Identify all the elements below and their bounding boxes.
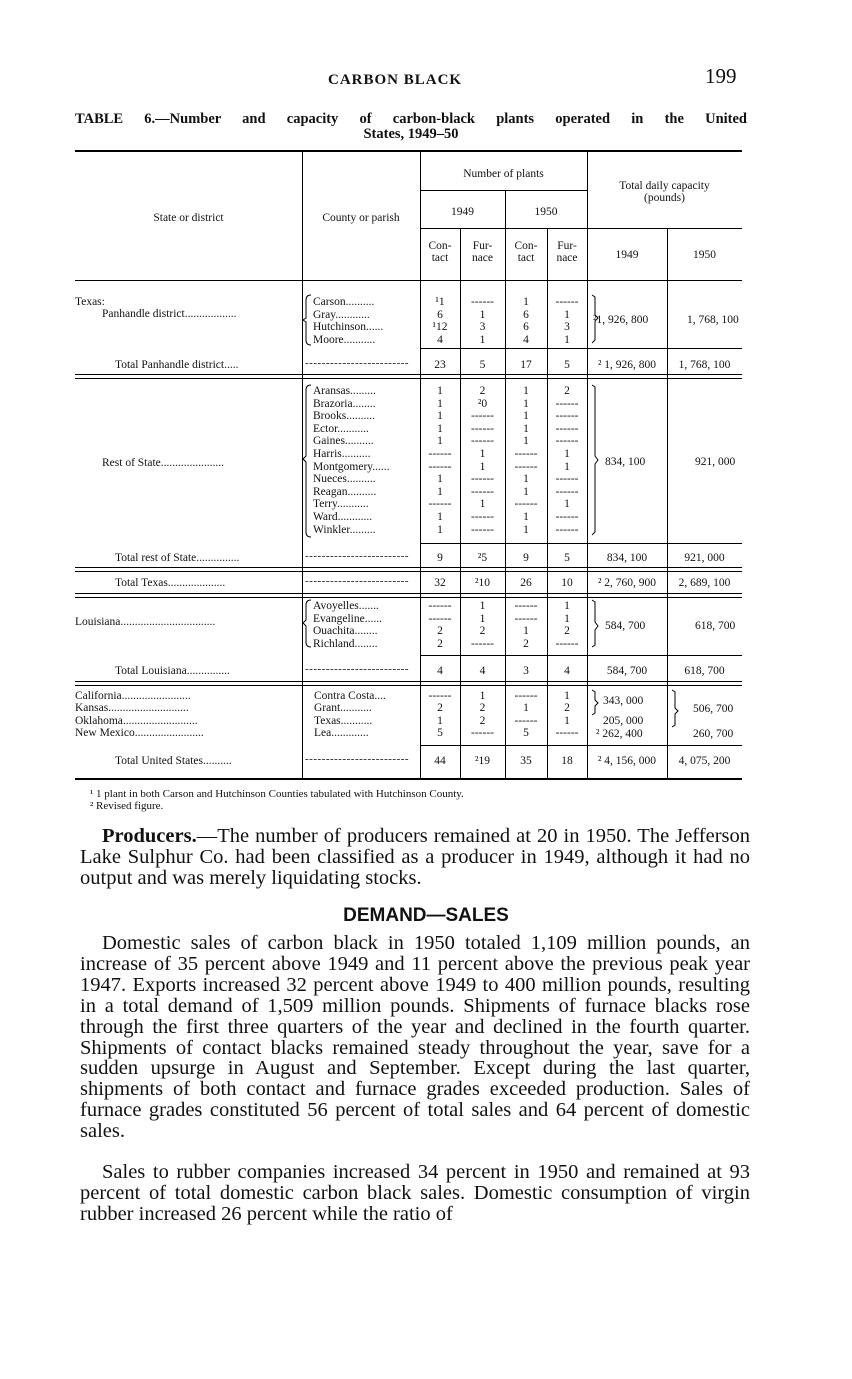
total-cap1949: 834, 100 <box>606 552 648 564</box>
county-name: Ward............ <box>313 511 373 523</box>
brace-ca-ks-cap <box>592 690 598 715</box>
total-f50: 18 <box>561 755 573 767</box>
state-name: Oklahoma.......................... <box>75 714 198 727</box>
total-c50: 3 <box>523 665 529 677</box>
total-f50: 5 <box>564 359 570 371</box>
plant-count-c50: 4 <box>523 333 529 346</box>
plant-count-c50: 1 <box>523 435 529 448</box>
county-name: Avoyelles....... <box>313 600 379 612</box>
brace-panhandle-counties <box>303 295 311 345</box>
plant-count-c50: 1 <box>523 397 529 410</box>
plant-count-f49: ------ <box>471 435 494 448</box>
plant-count-c49: ------ <box>428 690 452 702</box>
county-name: Brooks.......... <box>313 410 375 423</box>
louisiana-cap-1949: 584, 700 <box>605 620 646 632</box>
plant-count-c50: 1 <box>523 296 529 308</box>
county-name: Texas........... <box>314 714 373 727</box>
plant-count-c50: ------ <box>514 690 538 702</box>
county-name: Winkler......... <box>313 523 376 536</box>
plant-count-f50: ------ <box>555 485 579 498</box>
running-head <box>0 64 852 94</box>
plant-count-c50: 6 <box>523 308 529 321</box>
plant-count-c50: ------ <box>514 498 538 511</box>
plant-count-c50: ------ <box>514 612 538 625</box>
county-name: Montgomery...... <box>313 460 390 473</box>
plant-count-f50: 3 <box>564 321 570 333</box>
plant-count-f49: ------ <box>471 473 494 486</box>
brace-ca-ok-cap-1950 <box>672 690 678 727</box>
header-contact-1950: Con- tact <box>514 240 538 264</box>
plant-count-f50: 1 <box>564 690 570 702</box>
county-name: Gray............ <box>313 308 370 321</box>
total-c49: 44 <box>434 755 446 767</box>
total-c50: 35 <box>520 755 532 767</box>
table-caption <box>75 112 747 142</box>
footnote-1: ¹ 1 plant in both Carson and Hutchinson Counties tabulated with Hutchinson County. <box>90 788 464 800</box>
plant-count-f50: ------ <box>555 726 579 739</box>
demand-sales-heading: DEMAND—SALES <box>343 905 509 926</box>
plant-count-f49: 1 <box>479 612 486 625</box>
total-cap1950: 618, 700 <box>684 665 725 677</box>
plant-count-f50: 1 <box>564 612 570 625</box>
total-c50: 9 <box>523 552 529 564</box>
county-name: Carson.......... <box>313 296 375 308</box>
plant-count-c49: 1 <box>437 511 443 523</box>
plant-count-c49: 2 <box>437 625 443 637</box>
county-name: Ouachita........ <box>313 625 378 637</box>
plant-count-c49: 1 <box>437 435 443 448</box>
panhandle-cap-1949: ²1, 926, 800 <box>593 314 649 326</box>
plant-count-f49: ------ <box>471 410 494 423</box>
plant-count-f50: 1 <box>564 333 570 346</box>
producers-lead: Producers. <box>102 825 197 847</box>
county-name: Lea............. <box>314 726 369 739</box>
plant-count-f49: ------ <box>471 422 494 435</box>
state-name: New Mexico........................ <box>75 726 204 739</box>
total-cap1950: 4, 075, 200 <box>678 755 731 767</box>
header-1950: 1950 <box>534 206 558 218</box>
total-cap1950: 2, 689, 100 <box>678 577 731 589</box>
footnote-2: ² Revised figure. <box>90 800 164 812</box>
rubber-paragraph: Sales to rubber companies increased 34 percent in 1950 and remained at 93 percent of total domestic carbon black sales. Domestic consumption of virgin rubber increased 26 percent while the ratio of <box>80 1161 750 1225</box>
plant-count-f49: 3 <box>479 321 486 333</box>
braces-overlay <box>75 150 742 790</box>
county-name: Moore........... <box>313 333 376 346</box>
plant-count-f50: 2 <box>564 625 570 637</box>
table-footnotes <box>90 788 464 812</box>
dash: ------------------------- <box>305 550 410 562</box>
page-number: 199 <box>705 64 737 88</box>
plant-count-c50: 1 <box>523 523 529 536</box>
plant-count-f49: 1 <box>479 333 486 346</box>
header-cap-1950: 1950 <box>693 249 716 261</box>
total-c50: 17 <box>520 359 532 371</box>
plant-count-c50: 5 <box>523 726 529 739</box>
plant-count-f50: ------ <box>555 473 579 486</box>
total-cap1950: 1, 768, 100 <box>678 359 731 371</box>
plant-count-c49: ------ <box>428 448 452 460</box>
total-f50: 10 <box>561 577 573 589</box>
running-title: CARBON BLACK <box>328 72 463 88</box>
plant-count-f49: ------ <box>471 296 494 308</box>
plant-count-c50: ------ <box>514 460 538 473</box>
plant-count-f49: 1 <box>479 460 486 473</box>
county-name: Evangeline...... <box>313 612 382 625</box>
plant-count-f50: ------ <box>555 422 579 435</box>
plant-count-f50: 1 <box>564 714 570 727</box>
brace-louisiana-counties <box>303 600 311 647</box>
county-name: Nueces.......... <box>313 473 376 486</box>
plant-count-c49: ¹12 <box>432 321 448 333</box>
plant-count-f49: ------ <box>471 637 494 650</box>
plant-count-f49: ------ <box>471 523 494 536</box>
county-name: Terry........... <box>313 498 369 511</box>
plant-count-c49: ------ <box>428 498 452 511</box>
brace-louisiana-cap <box>592 600 598 647</box>
header-furnace-1950: Fur- nace <box>556 240 578 264</box>
plant-count-c50: 2 <box>523 637 529 650</box>
county-name: Grant........... <box>314 702 372 715</box>
total-panhandle-label: Total Panhandle district..... <box>115 359 239 371</box>
plant-count-f49: 2 <box>479 714 486 727</box>
total-louisiana-label: Total Louisiana............... <box>115 665 230 677</box>
plant-count-f50: ------ <box>555 523 579 536</box>
plant-count-c50: 1 <box>523 473 529 486</box>
plant-count-f50: 1 <box>564 498 570 511</box>
plant-count-f50: 2 <box>564 385 570 397</box>
plant-count-c49: 2 <box>437 702 443 715</box>
plant-count-c50: 6 <box>523 321 529 333</box>
total-f49: 4 <box>479 665 486 677</box>
plant-count-c50: 1 <box>523 485 529 498</box>
louisiana-cap-1950: 618, 700 <box>695 620 736 632</box>
brace-rest-counties <box>303 385 311 537</box>
plant-count-c50: 1 <box>523 511 529 523</box>
plant-count-c49: 1 <box>437 397 443 410</box>
plant-count-c49: 6 <box>437 308 443 321</box>
producers-paragraph <box>80 826 750 889</box>
panhandle-cap-1950: 1, 768, 100 <box>687 314 739 326</box>
plant-count-c50: ------ <box>514 714 538 727</box>
header-cap-1949: 1949 <box>615 249 639 261</box>
total-c49: 32 <box>434 577 446 589</box>
plant-count-c49: 1 <box>437 485 443 498</box>
plant-count-c49: 5 <box>437 726 443 739</box>
plant-count-c50: 1 <box>523 702 529 715</box>
total-f49: ²5 <box>477 552 488 564</box>
total-f49: 5 <box>479 359 486 371</box>
state-name: Kansas............................ <box>75 702 189 715</box>
rest-cap-1949: 834, 100 <box>605 456 646 468</box>
table-caption-line2: States, 1949–50 <box>363 126 459 142</box>
total-texas-label: Total Texas.................... <box>115 577 226 589</box>
plant-count-f49: ------ <box>471 511 494 523</box>
county-name: Ector........... <box>313 422 369 435</box>
plant-count-f50: 2 <box>564 702 570 715</box>
plant-count-f49: 1 <box>479 308 486 321</box>
plant-count-f49: 1 <box>479 600 486 612</box>
header-furnace-1949: Fur- nace <box>471 240 494 264</box>
total-us-label: Total United States.......... <box>115 755 232 767</box>
dash: ------------------------- <box>305 753 410 765</box>
plant-count-c49: 1 <box>437 523 443 536</box>
plant-count-c50: 1 <box>523 422 529 435</box>
plant-count-f49: 2 <box>479 702 486 715</box>
nm-cap-1949: ² 262, 400 <box>596 728 643 740</box>
plant-count-f50: 1 <box>564 600 570 612</box>
plant-count-f49: 2 <box>479 385 486 397</box>
ca-ks-cap-1949: 343, 000 <box>603 695 644 707</box>
plant-count-c49: 1 <box>437 385 443 397</box>
total-cap1949: ² 4, 156, 000 <box>597 755 657 767</box>
plant-count-f50: ------ <box>555 637 579 650</box>
total-cap1949: ² 1, 926, 800 <box>597 359 657 371</box>
plant-count-f50: 1 <box>564 308 570 321</box>
county-name: Aransas......... <box>313 385 376 397</box>
plant-count-c49: 1 <box>437 714 443 727</box>
plant-count-c50: ------ <box>514 600 538 612</box>
dash: ------------------------- <box>305 663 410 675</box>
dash: ------------------------- <box>305 357 410 369</box>
plant-count-c49: 4 <box>437 333 443 346</box>
county-name: Richland........ <box>313 637 378 650</box>
plant-count-c50: ------ <box>514 448 538 460</box>
plant-count-f50: ------ <box>555 435 579 448</box>
district-rest-of-state: Rest of State...................... <box>102 457 225 469</box>
plant-count-f50: 1 <box>564 448 570 460</box>
header-number-of-plants: Number of plants <box>463 168 544 180</box>
plant-count-c49: 1 <box>437 410 443 423</box>
demand-paragraph: Domestic sales of carbon black in 1950 totaled 1,109 million pounds, an increase of 35 percent above 1949 and 11 percent above the previous peak year 1947. Exports increased 32 percent above 1949 to 400 million pounds, resulting in a total demand of 1,509 million pounds. Shipments of furnace blacks rose through the first three quarters of the year and declined in the fourth quarter. Shipments of contact blacks remained steady throughout the year, save for a sudden upsurge in August and September. Except during the last quarter, shipments of both contact and furnace grades exceeded production. Sales of furnace grades constituted 56 percent of total sales and 64 percent of domestic sales. <box>80 932 750 1143</box>
plant-count-c50: 1 <box>523 385 529 397</box>
producers-text: —The number of producers remained at 20 in 1950. The Jefferson Lake Sulphur Co. had been classified as a producer in 1949, although it had no output and was merely liquidating stocks. <box>80 825 750 889</box>
rest-cap-1950: 921, 000 <box>695 456 736 468</box>
plant-count-c49: ¹1 <box>435 296 445 308</box>
total-cap1950: 921, 000 <box>684 552 725 564</box>
header-state: State or district <box>153 212 224 224</box>
header-county: County or parish <box>322 212 400 224</box>
total-c49: 23 <box>434 359 446 371</box>
total-rest-label: Total rest of State............... <box>115 552 240 564</box>
plant-count-c50: 1 <box>523 410 529 423</box>
ok-cap-1949: 205, 000 <box>603 715 644 727</box>
plant-count-f50: ------ <box>555 511 579 523</box>
county-name: Hutchinson...... <box>313 321 384 333</box>
county-name: Brazoria........ <box>313 397 376 410</box>
ca-ok-cap-1950: 506, 700 <box>693 703 734 715</box>
plant-count-f49: 1 <box>479 690 486 702</box>
table-caption-line1: TABLE 6.—Number and capacity of carbon-black plants operated in the United <box>75 111 747 127</box>
total-f50: 4 <box>564 665 570 677</box>
plant-count-c49: ------ <box>428 460 452 473</box>
total-f49: ²10 <box>475 577 490 589</box>
state-texas: Texas: <box>75 296 105 308</box>
district-panhandle: Panhandle district.................. <box>102 308 237 320</box>
plant-count-c49: 2 <box>437 637 443 650</box>
total-f49: ²19 <box>475 755 490 767</box>
total-c49: 9 <box>437 552 443 564</box>
brace-rest-cap <box>592 385 598 535</box>
total-c50: 26 <box>520 577 532 589</box>
plant-count-c49: 1 <box>437 422 443 435</box>
plant-count-f49: ------ <box>471 485 494 498</box>
brace-panhandle-cap <box>592 295 598 343</box>
plant-count-f49: ------ <box>471 726 494 739</box>
plant-count-f49: 1 <box>479 498 486 511</box>
county-name: Harris.......... <box>313 448 371 460</box>
plant-count-f50: ------ <box>555 410 579 423</box>
header-contact-1949: Con- tact <box>428 240 452 264</box>
plant-count-f50: ------ <box>555 397 579 410</box>
plant-count-c49: 1 <box>437 473 443 486</box>
plant-count-f49: ²0 <box>477 397 488 410</box>
total-cap1949: ² 2, 760, 900 <box>597 577 657 589</box>
header-capacity: Total daily capacity (pounds) <box>619 180 710 204</box>
plant-count-c49: ------ <box>428 612 452 625</box>
state-name: California........................ <box>75 690 191 702</box>
nm-cap-1950: 260, 700 <box>693 728 734 740</box>
county-name: Contra Costa.... <box>314 690 386 702</box>
plant-count-c50: 1 <box>523 625 529 637</box>
plant-count-f50: 1 <box>564 460 570 473</box>
state-louisiana: Louisiana................................. <box>75 616 216 628</box>
plant-count-f49: 2 <box>479 625 486 637</box>
total-cap1949: 584, 700 <box>606 665 648 677</box>
total-f50: 5 <box>564 552 570 564</box>
plant-count-c49: ------ <box>428 600 452 612</box>
plant-count-f49: 1 <box>479 448 486 460</box>
plant-count-f50: ------ <box>555 296 579 308</box>
dash: ------------------------- <box>305 575 410 587</box>
header-1949: 1949 <box>451 206 474 218</box>
total-c49: 4 <box>437 665 443 677</box>
county-name: Reagan.......... <box>313 485 377 498</box>
county-name: Gaines.......... <box>313 435 374 448</box>
